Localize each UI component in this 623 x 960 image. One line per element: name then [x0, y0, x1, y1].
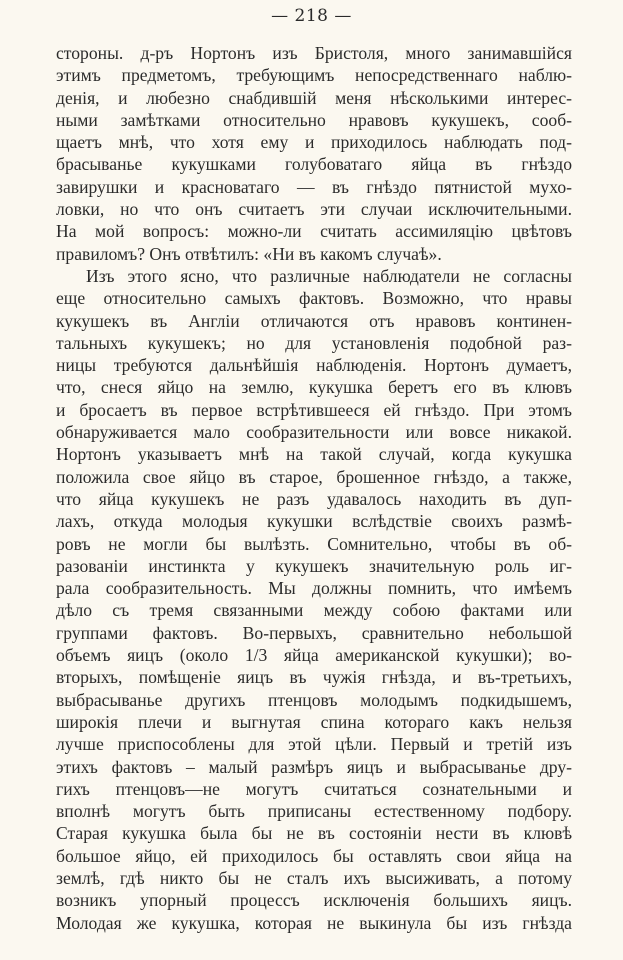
text-line: ловки, но что онъ считаетъ эти случаи исключительными.	[56, 199, 572, 220]
text-line: стороны. д-ръ Нортонъ изъ Бристоля, много занимавшійся	[56, 43, 572, 63]
text-line: возникъ упорный процессъ исключенія большихъ яицъ.	[56, 890, 572, 911]
text-line: объемъ яицъ (около 1/3 яйца американской кукушки); во-	[56, 645, 572, 666]
text-line: и бросаетъ въ первое встрѣтившееся ей гнѣздо. При этомъ	[56, 399, 572, 420]
text-line: ровъ не могли бы вылѣзть. Сомнительно, чтобы въ об-	[56, 533, 572, 554]
text-line: что яйца кукушекъ не разъ удавалось находить въ дуп-	[56, 488, 572, 509]
text-line: лахъ, откуда молодыя кукушки вслѣдствіе своихъ размѣ-	[56, 511, 572, 532]
text-line: вполнѣ могутъ быть приписаны естественному подбору.	[56, 801, 572, 822]
text-line: брасыванье кукушками голубоватаго яйца въ гнѣздо	[56, 154, 572, 175]
text-line: большое яйцо, ей приходилось бы оставлять свои яйца на	[56, 845, 572, 866]
text-line: группами фактовъ. Во-первыхъ, сравнительно небольшой	[56, 622, 572, 643]
text-line: положила свое яйцо въ старое, брошенное гнѣздо, а также,	[56, 466, 572, 487]
text-line: что, снеся яйцо на землю, кукушка беретъ его въ клювъ	[56, 377, 572, 398]
text-line: вторыхъ, помѣщеніе яицъ въ чужія гнѣзда, и въ-третьихъ,	[56, 667, 572, 688]
text-line: гихъ птенцовъ—не могутъ считаться сознательными и	[56, 778, 572, 799]
text-line: ными замѣтками относительно нравовъ кукушекъ, сооб-	[56, 109, 572, 130]
text-line: Нортонъ указываетъ мнѣ на такой случай, когда кукушка	[56, 444, 572, 465]
text-line: правиломъ? Онъ отвѣтилъ: «Ни въ какомъ случаѣ».	[56, 243, 442, 264]
text-line: землѣ, гдѣ никто бы не сталъ ихъ высиживать, а потому	[56, 867, 572, 888]
text-line: этимъ предметомъ, требующимъ непосредственнаго наблю-	[56, 65, 572, 86]
text-line: На мой вопросъ: можно-ли считать ассимиляцію цвѣтовъ	[56, 221, 572, 242]
text-line: лучше приспособлены для этой цѣли. Первый и третій изъ	[56, 734, 572, 755]
page-number: — 218 —	[271, 6, 352, 26]
text-line: Молодая же кукушка, которая не выкинула бы изъ гнѣзда	[56, 912, 572, 933]
text-line: кукушекъ въ Англіи отличаются отъ нравовъ континен-	[56, 310, 572, 331]
text-line: выбрасыванье другихъ птенцовъ молодымъ подкидышемъ,	[56, 689, 572, 710]
text-line: денія, и любезно снабдившій меня нѣсколькими интерес-	[56, 87, 572, 108]
text-line: рала сообразительность. Мы должны помнить, что имѣемъ	[56, 578, 572, 599]
text-line: Изъ этого ясно, что различные наблюдатели не согласны	[86, 265, 572, 286]
text-line: щаетъ мнѣ, что хотя ему и приходилось наблюдать под-	[56, 132, 572, 153]
text-line: Старая кукушка была бы не въ состояніи нести въ клювѣ	[56, 823, 572, 844]
text-line: широкія плечи и выгнутая спина котораго какъ нельзя	[56, 711, 572, 732]
text-line: этихъ фактовъ – малый размѣръ яицъ и выбрасыванье дру-	[56, 756, 572, 777]
page-text	[56, 42, 572, 934]
text-line: еще относительно самыхъ фактовъ. Возможно, что нравы	[56, 288, 572, 309]
text-line: разованіи инстинкта у кукушекъ значительную роль иг-	[56, 555, 572, 576]
text-line: завирушки и красноватаго — въ гнѣздо пятнистой мухо-	[56, 176, 572, 197]
text-line: ницы требуются дальнѣйшія наблюденія. Нортонъ думаетъ,	[56, 355, 572, 376]
text-line: дѣло съ тремя связанными между собою фактами или	[56, 600, 572, 621]
text-line: тальныхъ кукушекъ; но для установленія подобной раз-	[56, 332, 572, 353]
text-line: обнаруживается мало сообразительности или вовсе никакой.	[56, 422, 572, 443]
